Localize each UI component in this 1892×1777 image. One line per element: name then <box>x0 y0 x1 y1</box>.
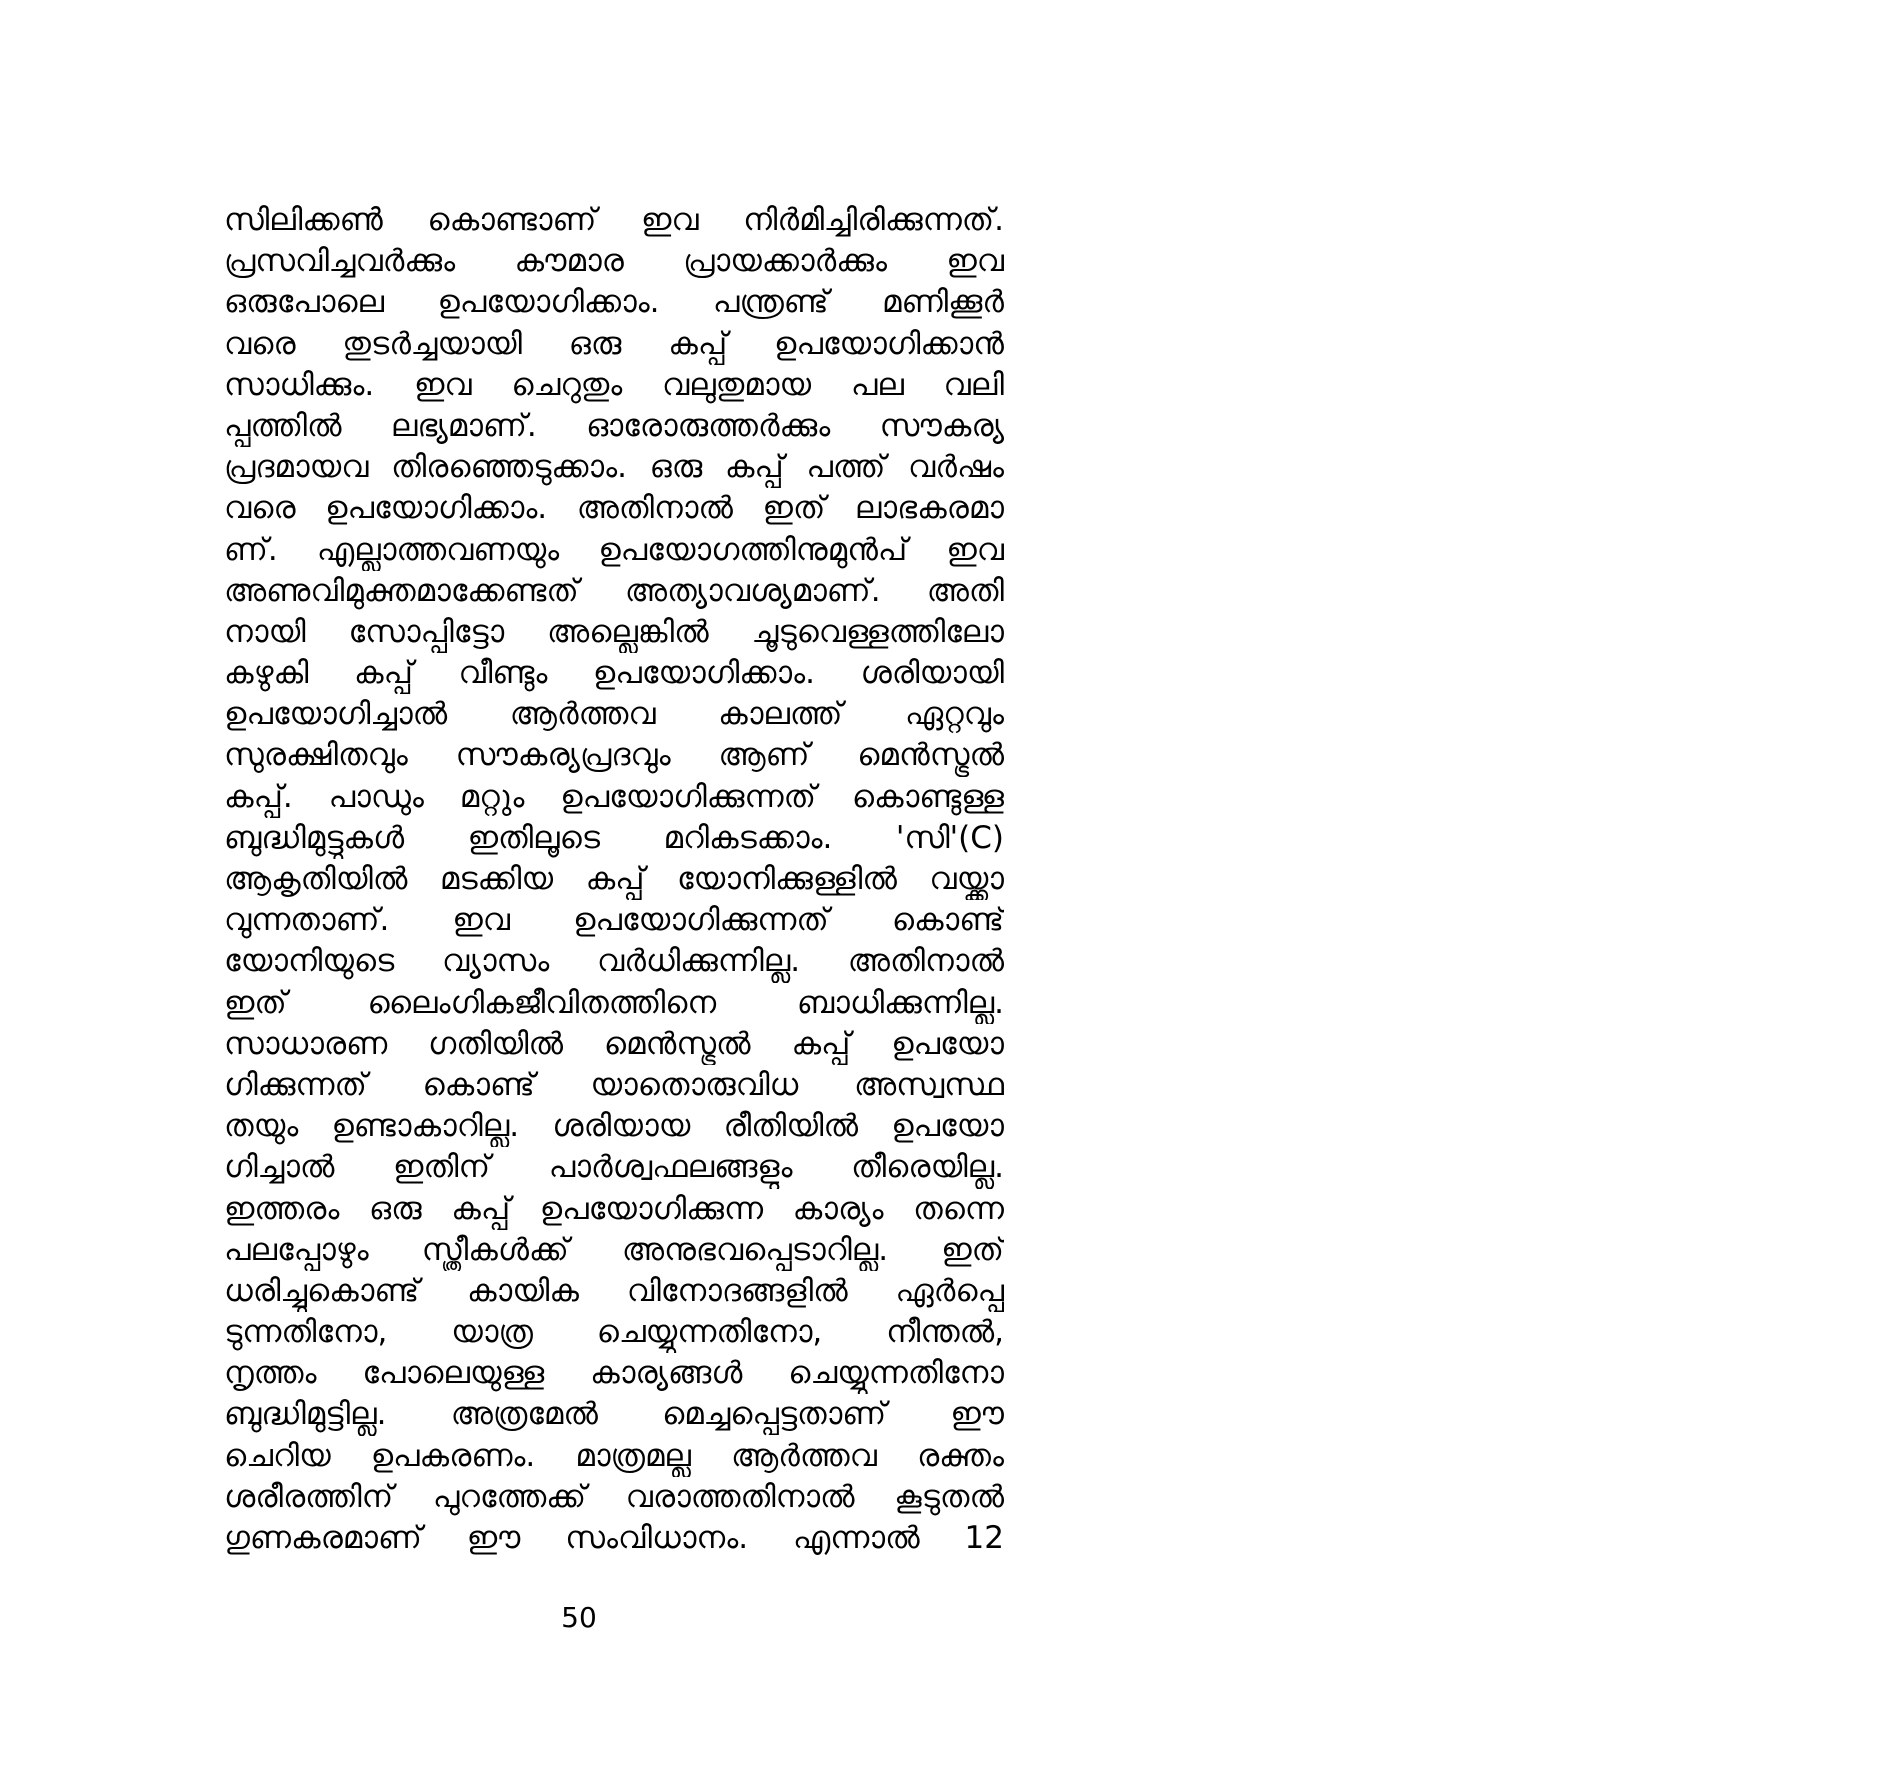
text-line: പ്രസവിച്ചവർക്കും കൗമാര പ്രായക്കാർക്കും ഇവ <box>224 243 1004 280</box>
text-line: യോനിയുടെ വ്യാസം വർധിക്കുന്നില്ല. അതിനാൽ <box>224 943 1004 980</box>
text-line: ഇത്തരം ഒരു കപ്പ് ഉപയോഗിക്കുന്ന കാര്യം തന്നെ <box>224 1190 1004 1227</box>
text-line: നൃത്തം പോലെയുള്ള കാര്യങ്ങൾ ചെയ്യുന്നതിനോ <box>224 1355 1004 1392</box>
text-line: വുന്നതാണ്. ഇവ ഉപയോഗിക്കുന്നത് കൊണ്ട് <box>224 902 1004 939</box>
text-line: സാധിക്കും. ഇവ ചെറുതും വലുതുമായ പല വലി <box>224 366 1004 403</box>
text-line: പലപ്പോഴും സ്ത്രീകൾക്ക് അനുഭവപ്പെടാറില്ല. ഇത് <box>224 1231 1004 1268</box>
text-line: ബുദ്ധിമുട്ടുകൾ ഇതിലൂടെ മറികടക്കാം. 'സി'(C) <box>224 819 1004 856</box>
text-line: പ്പത്തിൽ ലഭ്യമാണ്. ഓരോരുത്തർക്കും സൗകര്യ <box>224 407 1004 444</box>
page-number: 50 <box>561 1601 597 1634</box>
text-line: കപ്പ്. പാഡും മറ്റും ഉപയോഗിക്കുന്നത് കൊണ്ടുള്ള <box>224 778 1004 815</box>
text-line: വരെ ഉപയോഗിക്കാം. അതിനാൽ ഇത് ലാഭകരമാ <box>224 490 1004 527</box>
text-line: സാധാരണ ഗതിയിൽ മെൻസ്ട്രൽ കപ്പ് ഉപയോ <box>224 1025 1004 1062</box>
text-line: കഴുകി കപ്പ് വീണ്ടും ഉപയോഗിക്കാം. ശരിയായി <box>224 655 1004 692</box>
text-line: തയും ഉണ്ടാകാറില്ല. ശരിയായ രീതിയിൽ ഉപയോ <box>224 1108 1004 1145</box>
text-line: ഇത് ലൈംഗികജീവിതത്തിനെ ബാധിക്കുന്നില്ല. <box>224 984 1004 1021</box>
text-line: പ്രദമായവ തിരഞ്ഞെടുക്കാം. ഒരു കപ്പ് പത്ത് വർഷം <box>224 449 1004 486</box>
text-line: സിലിക്കൺ കൊണ്ടാണ് ഇവ നിർമിച്ചിരിക്കുന്നത്. <box>224 202 1004 238</box>
text-line: ആകൃതിയിൽ മടക്കിയ കപ്പ് യോനിക്കുള്ളിൽ വയ്ക്കാ <box>224 861 1004 897</box>
text-line: ബുദ്ധിമുട്ടില്ല. അത്രമേൽ മെച്ചപ്പെട്ടതാണ് ഈ <box>224 1396 1004 1433</box>
text-line: ശരീരത്തിന് പുറത്തേക്ക് വരാത്തതിനാൽ കൂടുതൽ <box>224 1478 1004 1515</box>
text-line: ചെറിയ ഉപകരണം. മാത്രമല്ല ആർത്തവ രക്തം <box>224 1437 1004 1474</box>
text-line: അണുവിമുക്തമാക്കേണ്ടത് അത്യാവശ്യമാണ്. അതി <box>224 572 1004 609</box>
text-line: സുരക്ഷിതവും സൗകര്യപ്രദവും ആണ് മെൻസ്ട്രൽ <box>224 737 1004 774</box>
text-line: ടുന്നതിനോ, യാത്ര ചെയ്യുന്നതിനോ, നീന്തൽ, <box>224 1314 1004 1351</box>
text-line: ഒരുപോലെ ഉപയോഗിക്കാം. പന്ത്രണ്ട് മണിക്കൂർ <box>224 284 1004 321</box>
body-text <box>224 200 1004 1559</box>
text-line: ഗിച്ചാൽ ഇതിന് പാർശ്വഫലങ്ങളും തീരെയില്ല. <box>224 1149 1004 1186</box>
text-line: വരെ തുടർച്ചയായി ഒരു കപ്പ് ഉപയോഗിക്കാൻ <box>224 325 1004 362</box>
text-line: ഉപയോഗിച്ചാൽ ആർത്തവ കാലത്ത് ഏറ്റവും <box>224 696 1004 733</box>
text-line: ണ്. എല്ലാത്തവണയും ഉപയോഗത്തിനുമുൻപ് ഇവ <box>224 531 1004 568</box>
text-line: ഗിക്കുന്നത് കൊണ്ട് യാതൊരുവിധ അസ്വസ്ഥ <box>224 1066 1004 1103</box>
text-line: ഗുണകരമാണ് ഈ സംവിധാനം. എന്നാൽ 12 <box>224 1520 1004 1556</box>
text-line: ധരിച്ചുകൊണ്ട് കായിക വിനോദങ്ങളിൽ ഏർപ്പെ <box>224 1272 1004 1309</box>
text-line: നായി സോപ്പിട്ടോ അല്ലെങ്കിൽ ചൂടുവെള്ളത്തിലോ <box>224 613 1004 650</box>
